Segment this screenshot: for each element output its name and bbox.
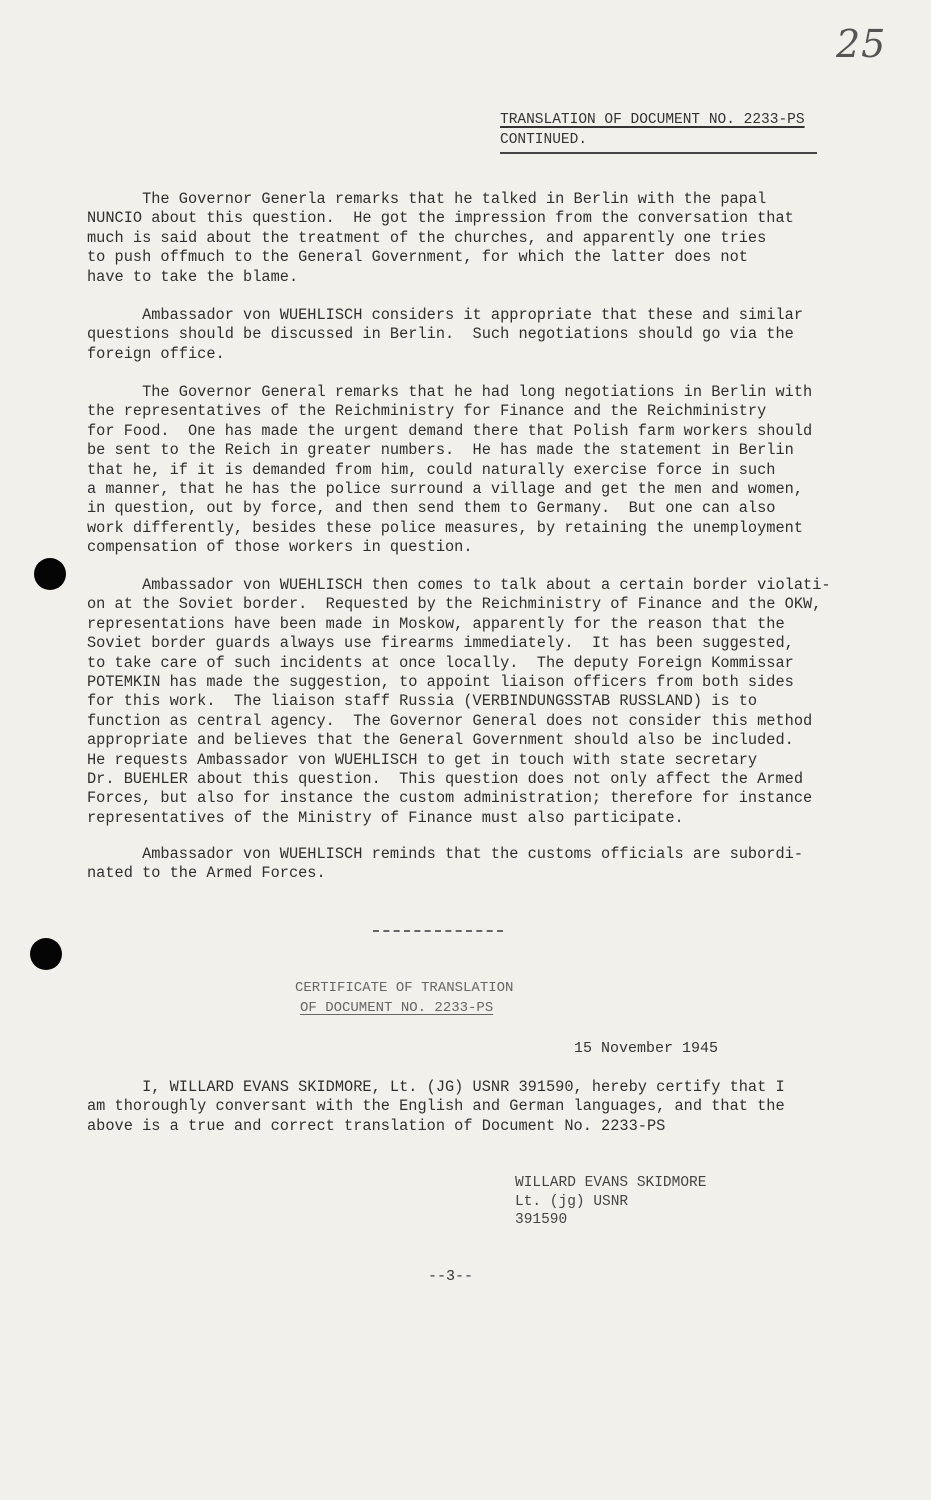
paragraph-farm-workers: The Governor General remarks that he had long negotiations in Berlin with the representatives of the Reichministry for Finance and the Reichministry for Food. One has made the urgent demand there that Polish farm workers should be sent to the Reich in greater numbers. He has made the statement in Berlin that he, if it is demanded from him, could naturally exercise force in such a manner, that he has the police surround a village and get the men and women, in question, out by force, and then send them to Germany. But one can also work differently, besides these police measures, by retaining the unemployment compensation of those workers in question. [87,383,813,557]
certificate-title-line2: OF DOCUMENT NO. 2233-PS [300,1000,494,1016]
paragraph-border-violation: Ambassador von WUEHLISCH then comes to talk about a certain border violati- on at the Soviet border. Requested by the Reichministry of Finance and the OKW, representations have been made in Moskow, apparently for the reason that the Soviet border guards always use firearms immediately. It has been suggested, to take care of such incidents at once locally. The deputy Foreign Kommissar POTEMKIN has made the suggestion, to appoint liaison officers from both sides for this work. The liaison staff Russia (VERBINDUNGSSTAB RUSSLAND) is to function as central agency. The Governor General does not consider this method appropriate and believes that the General Government should also be included. He requests Ambassador von WUEHLISCH to get in touch with state secretary Dr. BUEHLER about this question. This question does not only affect the Armed Forces, but also for instance the custom administration; therefore for instance representatives of the Ministry of Finance must also participate. [87,576,831,827]
certificate-statement: I, WILLARD EVANS SKIDMORE, Lt. (JG) USNR 391590, hereby certify that I am thoroughly conversant with the English and German languages, and that the above is a true and correct translation of Document No. 2233-PS [87,1078,785,1135]
certificate-title-line1: CERTIFICATE OF TRANSLATION [295,980,514,996]
certificate-date: 15 November 1945 [574,1040,719,1057]
paragraph-customs: Ambassador von WUEHLISCH reminds that the customs officials are subordi- nated to the Armed Forces. [87,845,804,883]
document-heading [500,110,840,154]
paragraph-foreign-office: Ambassador von WUEHLISCH considers it appropriate that these and similar questions should be discussed in Berlin. Such negotiations should go via the foreign office. [87,306,804,363]
footer-page-number: --3-- [428,1268,474,1285]
signature-rank: Lt. (jg) USNR [515,1193,629,1210]
handwritten-page-number: 25 [836,22,887,66]
signature-number: 391590 [515,1212,568,1228]
paragraph-nuncio: The Governor Generla remarks that he talked in Berlin with the papal NUNCIO about this question. He got the impression from the conversation that much is said about the treatment of the churches, and apparently one tries to push offmuch to the General Government, for which the latter does not have to take the blame. [87,190,794,286]
signature-block [515,1174,706,1230]
signature-name: WILLARD EVANS SKIDMORE [515,1175,707,1191]
section-divider [373,930,503,932]
punch-hole-lower [30,938,62,970]
heading-title: TRANSLATION OF DOCUMENT NO. 2233-PS [500,112,805,128]
certificate-title [295,978,555,1018]
heading-continued: CONTINUED. [500,130,817,154]
punch-hole-upper [34,558,66,590]
